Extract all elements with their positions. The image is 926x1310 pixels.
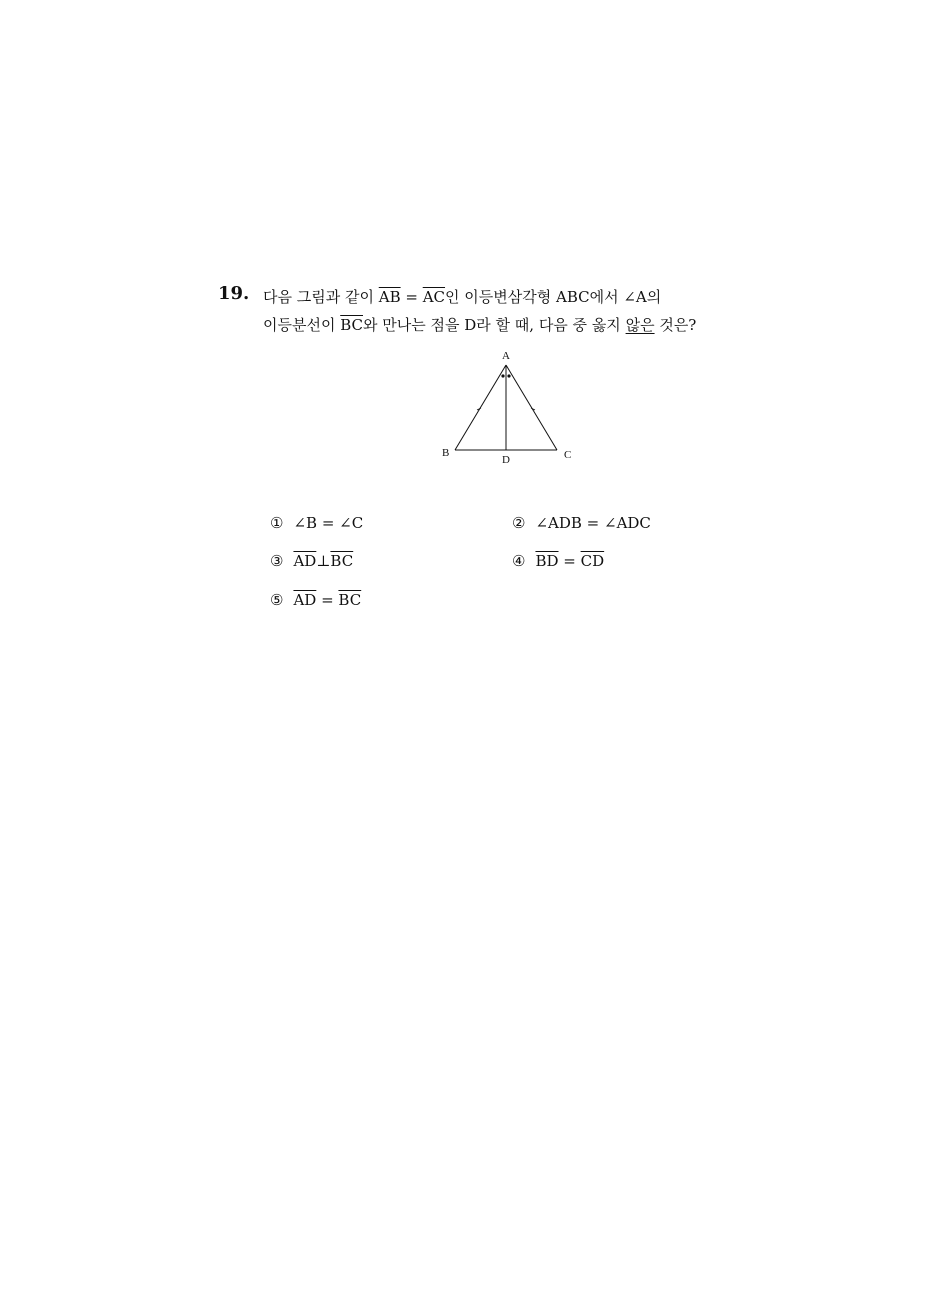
perpendicular-sign: ⊥ xyxy=(316,552,331,570)
emphasis-not: 않은 xyxy=(625,316,655,334)
side-ac xyxy=(506,365,557,450)
segment-cd: $\overline{CD}$ xyxy=(580,552,605,570)
angle-mark-dot xyxy=(507,374,510,377)
choice-number: ④ xyxy=(512,552,526,570)
equals-sign: = xyxy=(316,591,339,609)
question-text: 것은? xyxy=(654,316,697,334)
question-text-line2 xyxy=(263,314,696,335)
segment-ad: $\overline{AD}$ xyxy=(293,552,317,570)
segment-ac: $\overline{AC}$ xyxy=(422,288,446,306)
question-text: 다음 그림과 같이 xyxy=(263,288,379,306)
question-text: 인 이등변삼각형 ABC에서 ∠A의 xyxy=(445,288,662,306)
choice-3[interactable] xyxy=(270,552,353,570)
choice-4[interactable] xyxy=(512,552,604,570)
choice-number: ⑤ xyxy=(270,591,284,609)
choice-5[interactable] xyxy=(270,591,361,609)
label-d: D xyxy=(502,454,510,466)
segment-bc: $\overline{BC}$ xyxy=(338,591,362,609)
side-ab xyxy=(455,365,506,450)
choice-text: ∠B = ∠C xyxy=(293,514,364,532)
choice-number: ② xyxy=(512,514,526,532)
segment-bd: $\overline{BD}$ xyxy=(535,552,559,570)
choice-1[interactable] xyxy=(270,514,363,532)
equals-sign: = xyxy=(400,288,423,306)
choice-number: ① xyxy=(270,514,284,532)
choice-number: ③ xyxy=(270,552,284,570)
segment-ad: $\overline{AD}$ xyxy=(293,591,317,609)
question-number: 19. xyxy=(218,283,250,304)
equals-sign: = xyxy=(558,552,581,570)
segment-bc: $\overline{BC}$ xyxy=(340,316,363,334)
triangle-figure xyxy=(430,345,590,470)
segment-ab: $\overline{AB}$ xyxy=(378,288,401,306)
label-c: C xyxy=(564,449,572,461)
label-a: A xyxy=(502,350,510,362)
question-text: 이등분선이 xyxy=(263,316,341,334)
question-text-line1 xyxy=(263,286,661,307)
choice-text: ∠ADB = ∠ADC xyxy=(535,514,651,532)
choice-2[interactable] xyxy=(512,514,651,532)
angle-mark-dot xyxy=(501,374,504,377)
segment-bc: $\overline{BC}$ xyxy=(330,552,354,570)
question-text: 와 만나는 점을 D라 할 때, 다음 중 옳지 xyxy=(363,316,626,334)
label-b: B xyxy=(442,447,450,459)
